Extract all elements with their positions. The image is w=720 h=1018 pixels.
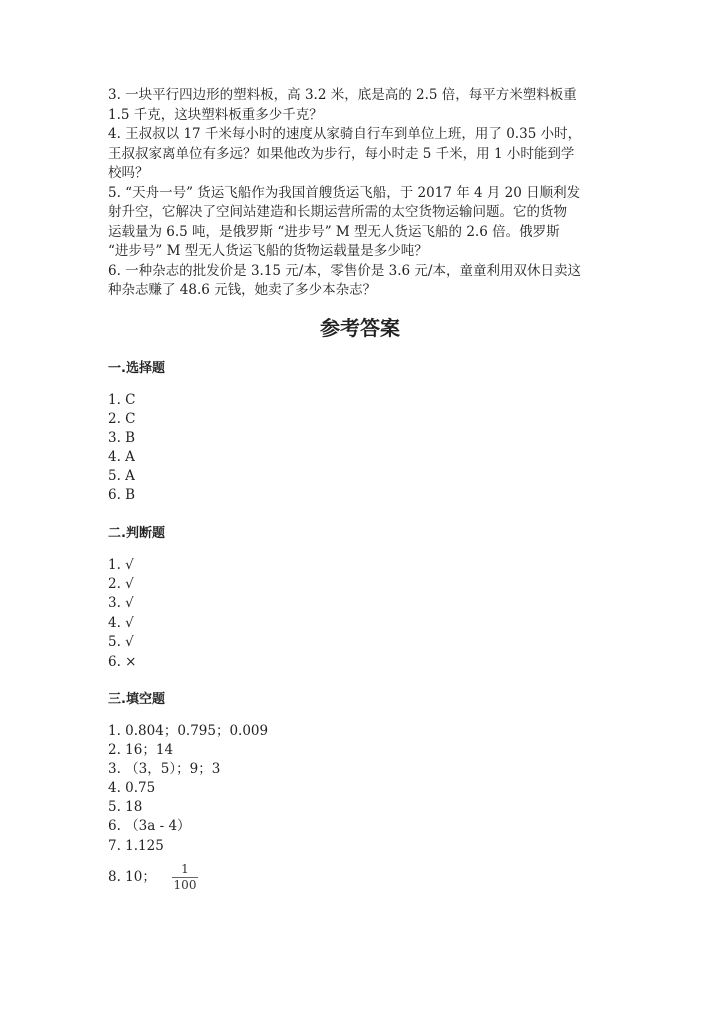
question-line: 种杂志赚了 48.6 元钱，她卖了多少本杂志？ — [108, 282, 377, 298]
question-line: 1.5 千克，这块塑料板重多少千克？ — [108, 107, 323, 123]
question-line: 3. 一块平行四边形的塑料板，高 3.2 米，底是高的 2.5 倍，每平方米塑料板重 — [108, 87, 577, 103]
answer-item: 6. B — [108, 487, 136, 503]
answer-item: 5. √ — [108, 634, 134, 650]
question-line: 运载量为 6.5 吨，是俄罗斯 “进步号” M 型无人货运飞船的 2.6 倍。俄罗斯 — [108, 224, 560, 240]
answer-item: 4. √ — [108, 615, 134, 631]
answer-item: 2. 16；14 — [108, 742, 174, 758]
answer-item: 4. 0.75 — [108, 780, 156, 796]
section-heading: 二.判断题 — [108, 526, 165, 541]
question-line: 王叔叔家离单位有多远？如果他改为步行，每小时走 5 千米，用 1 小时能到学 — [108, 146, 575, 162]
fraction-numerator: 1 — [172, 862, 198, 878]
answer-item: 3. B — [108, 430, 136, 446]
answer-item: 5. 18 — [108, 799, 143, 815]
answer-item: 2. √ — [108, 576, 134, 592]
answer-item: 4. A — [108, 449, 135, 465]
fraction — [172, 862, 198, 893]
question-line: 5. “天舟一号” 货运飞船作为我国首艘货运飞船，于 2017 年 4 月 20 日顺利发 — [108, 185, 581, 201]
question-line: 4. 王叔叔以 17 千米每小时的速度从家骑自行车到单位上班，用了 0.35 小时， — [108, 126, 582, 142]
question-line: “进步号” M 型无人货运飞船的货物运载量是多少吨？ — [108, 243, 428, 259]
answer-item: 5. A — [108, 468, 135, 484]
answer-item: 3. （3，5）；9；3 — [108, 761, 221, 777]
answer-item: 7. 1.125 — [108, 838, 164, 854]
section-heading: 一.选择题 — [108, 361, 165, 376]
fraction-denominator: 100 — [173, 878, 197, 892]
question-line: 校吗？ — [108, 165, 149, 181]
section-heading: 三.填空题 — [108, 692, 165, 707]
answer-item: 8. 10； — [108, 869, 156, 885]
question-line: 6. 一种杂志的批发价是 3.15 元/本，零售价是 3.6 元/本，童童利用双休日卖这 — [108, 263, 581, 279]
answer-item: 6. （3a - 4） — [108, 818, 191, 834]
answer-item: 1. √ — [108, 557, 134, 573]
answers-title: 参考答案 — [320, 316, 400, 340]
answer-item: 3. √ — [108, 595, 134, 611]
answer-item: 6. × — [108, 654, 137, 670]
answer-item: 2. C — [108, 411, 136, 427]
question-line: 射升空，它解决了空间站建造和长期运营所需的太空货物运输问题。它的货物 — [108, 204, 567, 220]
answer-item: 1. 0.804；0.795；0.009 — [108, 723, 269, 739]
answer-item: 1. C — [108, 392, 136, 408]
